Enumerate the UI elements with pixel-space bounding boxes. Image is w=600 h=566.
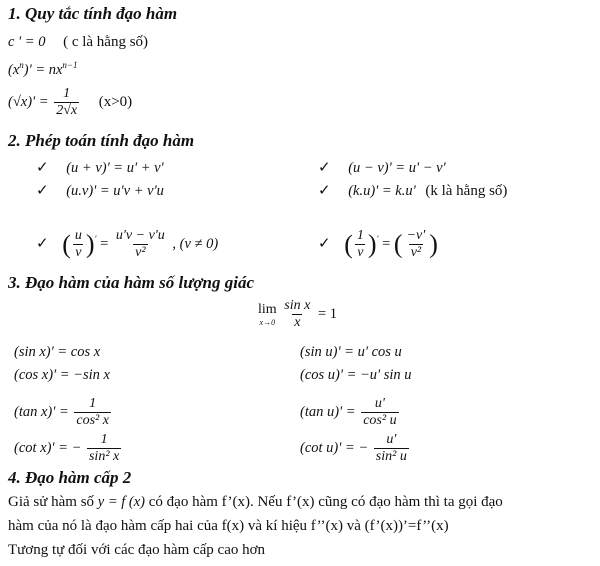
trig-cot-den: sin² x: [88, 449, 120, 464]
op-sum-formula: (u + v)' = u' + v': [66, 160, 164, 176]
op-reciprocal-frac: [355, 228, 366, 261]
op-reciprocal: ✓ ( $\frac{1}{v}$ )' = ( $\frac{-v'}{\text{v²}}$ ): [318, 228, 438, 260]
second-derivative-line-2: hàm của nó là đạo hàm cấp hai của f(x) và kí hiệu f’’(x) và (f’(x))’=f’’(x): [8, 518, 449, 534]
trig-tan-den: cos² x: [76, 413, 109, 428]
trig-tan: [14, 396, 113, 429]
rule-constant: [8, 34, 148, 51]
trig-tan-lhs: (tan x)' =: [14, 403, 69, 420]
op-quotient-uv: [73, 228, 84, 261]
check-icon: ✓: [36, 235, 49, 252]
limit-num: sin x: [284, 298, 311, 313]
limit-subscript: x→0: [259, 318, 276, 327]
op-reciprocal-v: v: [357, 245, 364, 260]
op-reciprocal-num: −v': [406, 228, 426, 243]
check-icon: ✓: [36, 183, 49, 199]
check-icon: ✓: [318, 160, 331, 176]
trig-cot-frac: [87, 432, 121, 465]
rule-sqrt-num: 1: [63, 86, 71, 101]
section-2-title: 2. Phép toán tính đạo hàm: [8, 131, 195, 150]
op-reciprocal-one: 1: [356, 228, 364, 243]
rule-constant-note: ( c là hằng số): [63, 34, 149, 50]
op-reciprocal-result: [405, 228, 428, 261]
op-quotient: ✓ ( $\frac{u}{v}$ )' = $\frac{u'v - v'u}{\text{v²}}$ , (v ≠ 0): [36, 228, 219, 260]
op-product: [36, 181, 164, 200]
higher-derivative-line: Tương tự đối với các đạo hàm cấp cao hơn: [8, 542, 266, 558]
rule-sqrt-note: (x>0): [98, 93, 133, 110]
trig-tan-frac: [74, 396, 111, 429]
trig-tan-u-num: u': [374, 396, 385, 411]
trig-cot-u-den: sin² u: [375, 449, 407, 464]
trig-cot: [14, 432, 123, 465]
op-quotient-den: v²: [135, 245, 146, 260]
op-sum: [36, 158, 164, 177]
op-quotient-num: u'v − v'u: [115, 228, 165, 243]
op-product-formula: (u.v)' = u'v + v'u: [66, 183, 164, 199]
trig-cos-u: (cos u)' = −u' sin u: [300, 367, 412, 383]
rule-power-exp: n: [19, 60, 24, 70]
op-diff-formula: (u − v)' = u' − v': [348, 160, 446, 176]
section-4-title: 4. Đạo hàm cấp 2: [8, 468, 132, 487]
p1-start: Giả sử hàm số: [8, 494, 95, 510]
op-quotient-u: u: [74, 228, 82, 243]
rule-sqrt-lhs: (√x)' =: [8, 93, 49, 110]
rule-sqrt-fraction: [54, 86, 79, 119]
limit-word: lim: [258, 302, 277, 317]
op-reciprocal-den: v²: [410, 245, 422, 260]
op-quotient-result: [114, 228, 167, 261]
op-scalar-formula: (k.u)' = k.u': [348, 183, 416, 199]
check-icon: ✓: [36, 160, 49, 176]
rule-sqrt: [8, 86, 132, 119]
op-diff: [318, 158, 446, 177]
trig-tan-u-den: cos² u: [363, 413, 397, 428]
trig-cot-u: [300, 432, 411, 465]
trig-sin: (sin x)' = cos x: [14, 344, 101, 360]
limit-operator: [258, 302, 277, 327]
trig-cot-num: 1: [100, 432, 108, 447]
limit-fraction: [282, 298, 312, 331]
trig-tan-u-lhs: (tan u)' =: [300, 403, 356, 420]
check-icon: ✓: [318, 183, 331, 199]
trig-cot-lhs: (cot x)' = −: [14, 439, 82, 456]
op-quotient-v: v: [75, 245, 82, 260]
trig-tan-u: [300, 396, 401, 429]
trig-cot-u-lhs: (cot u)' = −: [300, 439, 369, 456]
trig-cot-u-num: u': [386, 432, 397, 447]
check-icon: ✓: [318, 235, 331, 252]
op-quotient-cond: , (v ≠ 0): [172, 235, 219, 252]
trig-cos: (cos x)' = −sin x: [14, 367, 110, 383]
section-3-title: 3. Đạo hàm của hàm số lượng giác: [8, 273, 255, 292]
rule-power: [8, 60, 78, 79]
trig-sin-u: (sin u)' = u' cos u: [300, 344, 402, 360]
trig-tan-u-frac: [361, 396, 398, 429]
op-scalar: [318, 181, 507, 200]
limit-den: x: [294, 315, 301, 330]
rule-power-lhs: (x: [8, 61, 20, 78]
p1-formula: y = f (x): [97, 494, 146, 510]
rule-power-mid: )' = nx: [23, 61, 63, 78]
trig-cot-u-frac: [374, 432, 409, 465]
rule-sqrt-den: 2√x: [56, 103, 78, 118]
rule-power-exp2: n−1: [62, 60, 78, 70]
trig-tan-num: 1: [89, 396, 97, 411]
limit-formula: [258, 298, 337, 331]
section-1-title: 1. Quy tắc tính đạo hàm: [8, 4, 178, 23]
second-derivative-line-1: [8, 494, 503, 511]
p1-end: có đạo hàm f’(x). Nếu f’(x) cũng có đạo hàm thì ta gọi đạo: [148, 494, 503, 510]
op-scalar-note: (k là hằng số): [425, 183, 508, 199]
rule-constant-formula: c ' = 0: [8, 34, 46, 50]
limit-rhs: = 1: [317, 305, 338, 322]
